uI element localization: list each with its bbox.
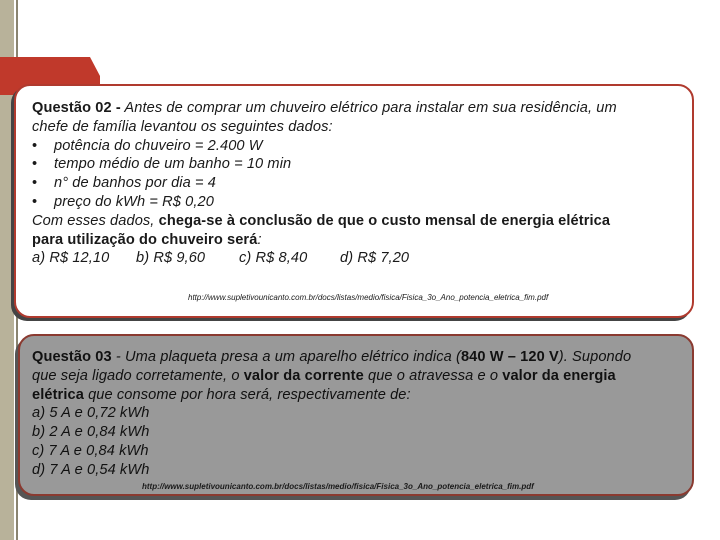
bullet-text: preço do kWh = R$ 0,20	[54, 193, 214, 210]
question-02-line-2: chefe de família levantou os seguintes dados:	[32, 118, 333, 135]
question-02-bullet-3	[32, 174, 682, 193]
text-span: ). Supondo	[558, 349, 632, 365]
option-d: d) R$ 7,20	[340, 250, 410, 267]
bullet-text: tempo médio de um banho = 10 min	[54, 156, 292, 173]
conclusion-bold: para utilização do chuveiro será	[32, 231, 258, 248]
question-03-option-b: b) 2 A e 0,84 kWh	[32, 424, 150, 441]
emphasis: elétrica	[32, 386, 84, 403]
option-b: b) R$ 9,60	[136, 250, 206, 267]
question-03-title: Questão 03	[32, 349, 112, 365]
bullet-icon: •	[32, 156, 38, 173]
question-02-bullet-4	[32, 193, 682, 212]
conclusion-lead: Com esses dados,	[32, 212, 155, 229]
question-02-title: Questão 02 -	[32, 100, 121, 116]
emphasis: valor da corrente	[243, 367, 364, 384]
option-a: a) R$ 12,10	[32, 250, 110, 267]
question-03-line-1	[32, 348, 682, 367]
question-03-text	[32, 348, 682, 480]
bullet-icon: •	[32, 137, 38, 154]
question-02-options	[32, 249, 682, 268]
question-03-option-d: d) 7 A e 0,54 kWh	[32, 461, 150, 478]
bullet-icon: •	[32, 175, 38, 192]
text-span: que o atravessa e o	[363, 367, 503, 384]
text-span: - Uma plaqueta presa a um aparelho elétrico indica (	[111, 349, 461, 365]
conclusion-bold: chega-se à conclusão de que o custo mensal de energia elétrica	[154, 212, 611, 229]
bullet-text: n° de banhos por dia = 4	[54, 175, 216, 192]
question-03-option-c: c) 7 A e 0,84 kWh	[32, 442, 149, 459]
question-03-source-link[interactable]: http://www.supletivounicanto.com.br/docs/listas/medio/fisica/Fisica_3o_Ano_potencia_eletrica_fim.pdf	[142, 482, 534, 491]
question-02-bullet-2	[32, 155, 682, 174]
emphasis: valor da energia	[502, 367, 616, 384]
question-03-line-2	[32, 367, 682, 386]
conclusion-end: :	[257, 231, 262, 248]
question-02-bullet-1	[32, 137, 682, 156]
bullet-icon: •	[32, 193, 38, 210]
question-03-line-3	[32, 386, 682, 405]
text-span: que consome por hora será, respectivamente de:	[83, 386, 411, 403]
option-c: c) R$ 8,40	[239, 250, 308, 267]
rating-label: 840 W – 120 V	[460, 349, 559, 365]
question-02-source-link[interactable]: http://www.supletivounicanto.com.br/docs/listas/medio/fisica/Fisica_3o_Ano_potencia_eletrica_fim.pdf	[188, 293, 549, 302]
question-02-conclusion-2	[32, 231, 682, 250]
question-02-intro: Antes de comprar um chuveiro elétrico para instalar em sua residência, um	[120, 100, 617, 116]
question-02-line-1	[32, 99, 682, 118]
text-span: que seja ligado corretamente, o	[32, 367, 244, 384]
bullet-text: potência do chuveiro = 2.400 W	[54, 137, 263, 154]
question-03-option-a: a) 5 A e 0,72 kWh	[32, 405, 150, 422]
question-02-text	[32, 99, 682, 268]
question-02-conclusion-1	[32, 212, 682, 231]
